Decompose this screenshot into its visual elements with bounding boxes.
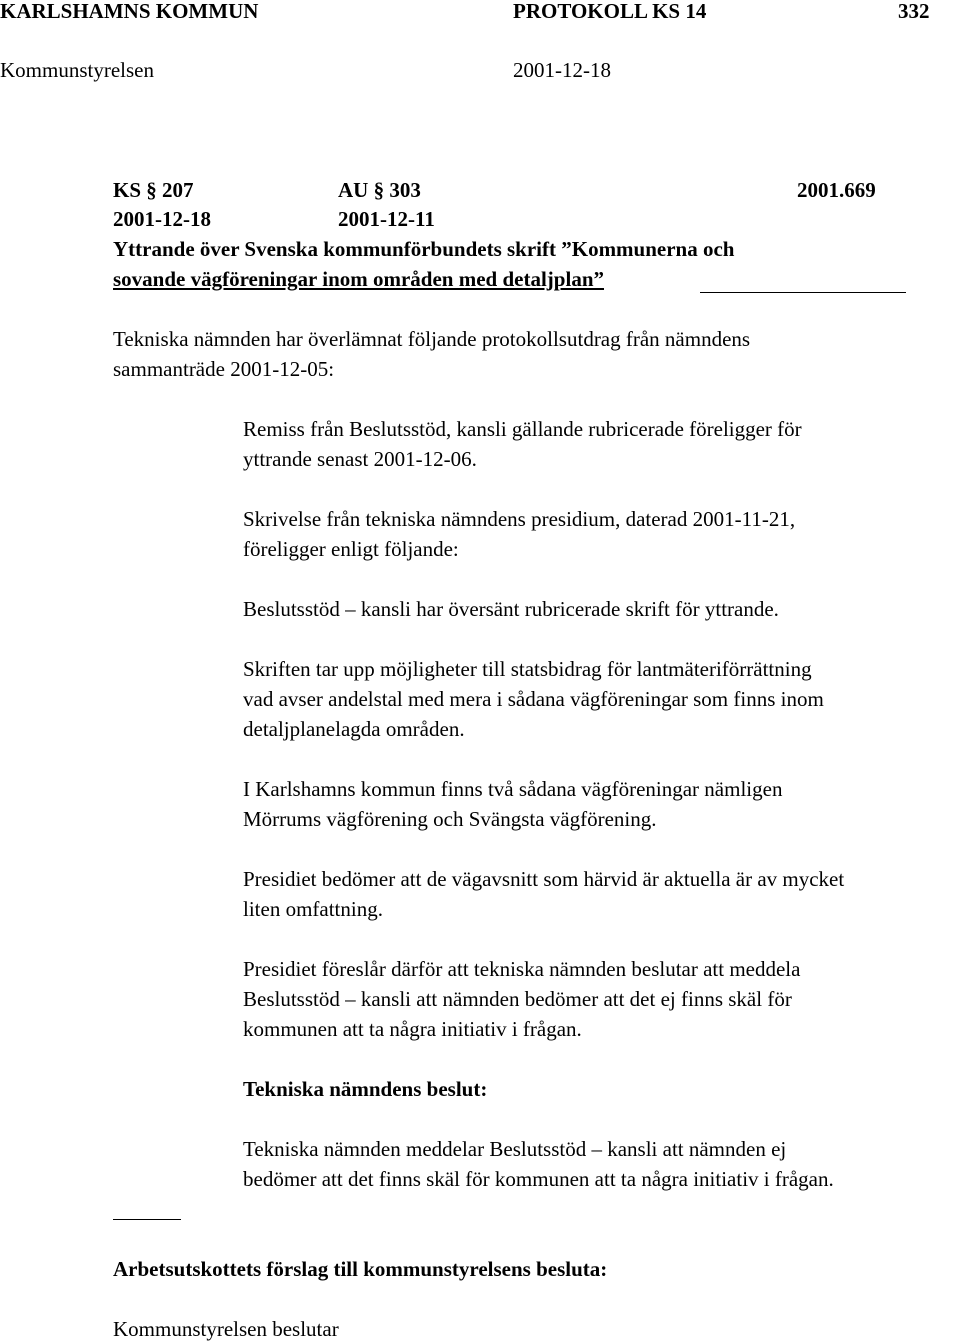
paragraph-line: Remiss från Beslutsstöd, kansli gällande rubricerade föreligger för (243, 417, 802, 441)
header-org: KARLSHAMNS KOMMUN (0, 0, 259, 23)
paragraph-line: Skrivelse från tekniska nämndens presidium, daterad 2001-11-21, (243, 507, 796, 531)
header-page-number: 332 (898, 0, 930, 23)
paragraph-line: Presidiet föreslår därför att tekniska nämnden beslutar att meddela (243, 957, 801, 981)
paragraph-line: detaljplanelagda områden. (243, 717, 465, 741)
excerpt-paragraph-2 (243, 504, 960, 564)
intro-line1: Tekniska nämnden har överlämnat följande protokollsutdrag från nämndens (113, 327, 751, 351)
excerpt-paragraph-6 (243, 864, 960, 924)
au-date: 2001-12-11 (338, 207, 435, 231)
separator-rule (113, 1219, 181, 1220)
intro-line2: sammanträde 2001-12-05: (113, 357, 335, 381)
au-ref: AU § 303 (338, 178, 421, 202)
ks-date: 2001-12-18 (113, 207, 211, 231)
paragraph-line: Mörrums vägförening och Svängsta vägförening. (243, 807, 657, 831)
case-title-line2: sovande vägföreningar inom områden med detaljplan” (113, 267, 604, 291)
paragraph-line: kommunen att ta några initiativ i frågan. (243, 1017, 582, 1041)
paragraph-line: Tekniska nämnden meddelar Beslutsstöd – kansli att nämnden ej (243, 1137, 787, 1161)
header-date: 2001-12-18 (513, 58, 611, 82)
diary-number: 2001.669 (797, 178, 876, 202)
paragraph-line: föreligger enligt följande: (243, 537, 459, 561)
excerpt-paragraph-3 (243, 594, 960, 624)
header-protocol: PROTOKOLL KS 14 (513, 0, 707, 23)
proposal-heading: Arbetsutskottets förslag till kommunstyrelsens besluta: (113, 1257, 608, 1281)
paragraph-line: bedömer att det finns skäl för kommunen att ta några initiativ i frågan. (243, 1167, 834, 1191)
case-title-line1: Yttrande över Svenska kommunförbundets skrift ”Kommunerna och (113, 237, 735, 261)
paragraph-line: I Karlshamns kommun finns två sådana vägföreningar nämligen (243, 777, 783, 801)
header-body: Kommunstyrelsen (0, 58, 154, 82)
excerpt-paragraph-4 (243, 654, 960, 744)
title-underline-rule (700, 292, 906, 293)
excerpt-paragraph-5 (243, 774, 960, 834)
excerpt-paragraph-7 (243, 954, 960, 1044)
paragraph-line: liten omfattning. (243, 897, 383, 921)
paragraph-line: Beslutsstöd – kansli att nämnden bedömer att det ej finns skäl för (243, 987, 792, 1011)
paragraph-line: Beslutsstöd – kansli har översänt rubricerade skrift för yttrande. (243, 597, 779, 621)
proposal-text: Kommunstyrelsen beslutar (113, 1317, 339, 1341)
decision-paragraph (243, 1134, 960, 1194)
paragraph-line: yttrande senast 2001-12-06. (243, 447, 477, 471)
paragraph-line: Presidiet bedömer att de vägavsnitt som härvid är aktuella är av mycket (243, 867, 845, 891)
paragraph-line: vad avser andelstal med mera i sådana vägföreningar som finns inom (243, 687, 824, 711)
paragraph-line: Skriften tar upp möjligheter till statsbidrag för lantmäteriförrättning (243, 657, 812, 681)
ks-ref: KS § 207 (113, 178, 194, 202)
decision-heading: Tekniska nämndens beslut: (243, 1077, 488, 1101)
excerpt-paragraph-1 (243, 414, 960, 474)
